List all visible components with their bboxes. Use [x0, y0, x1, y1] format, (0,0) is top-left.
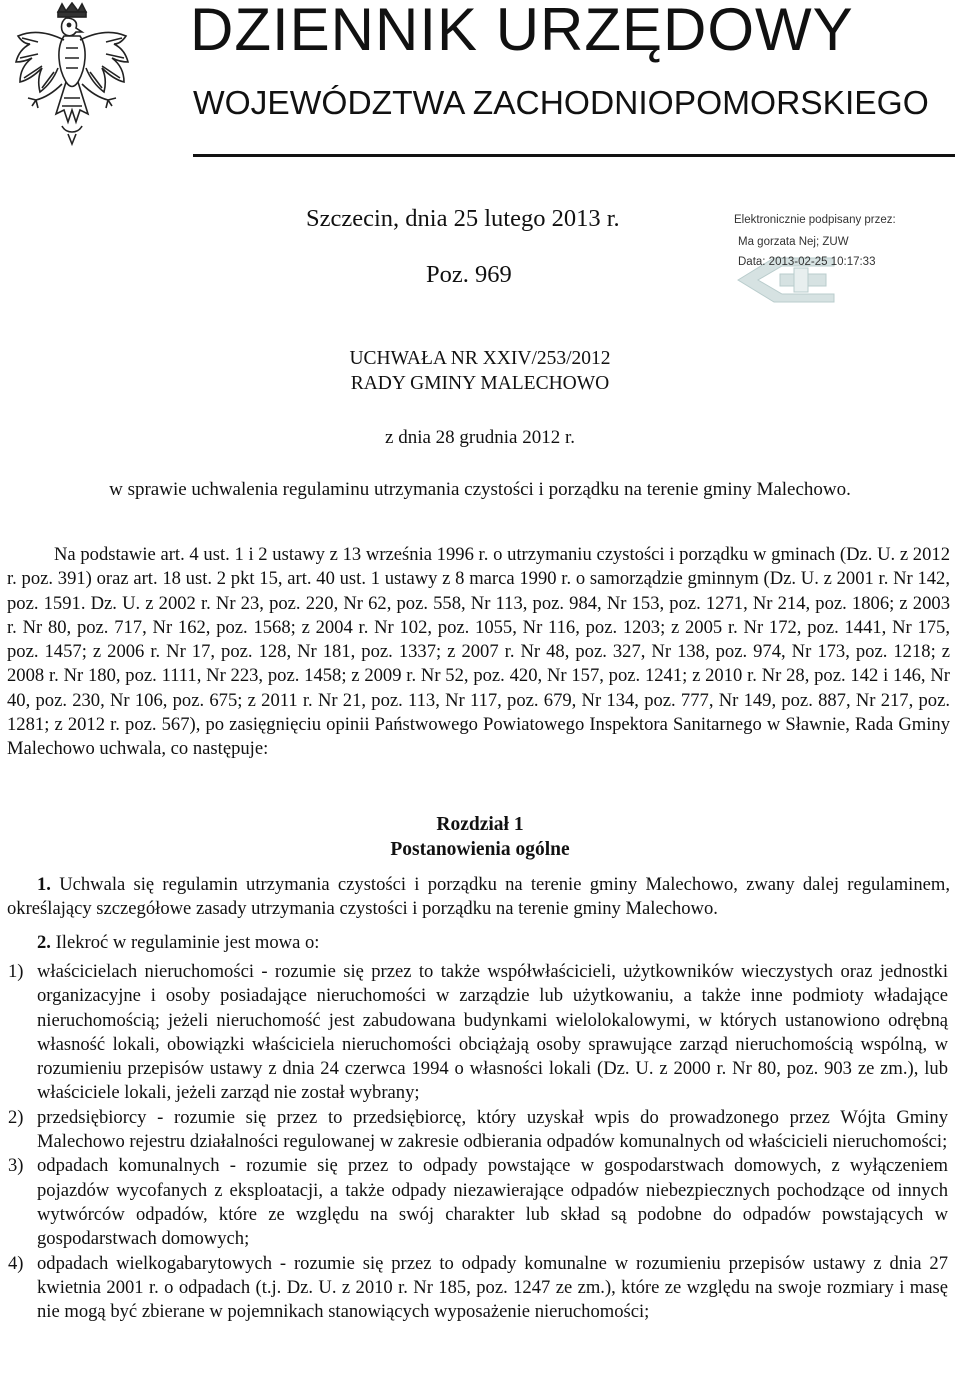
section-number: 1. [37, 874, 51, 895]
definition-text: odpadach wielkogabarytowych - rozumie się przez to odpady komunalne w rozumieniu przepisów ustawy z dnia 27 kwietnia 2001 r. o odpadach (t.j. Dz. U. z 2010 r. Nr 185, poz. 1247 ze zm.), które ze względu na swoje rozmiary i masę nie mogą być zbierane w pojemnikach stanowiących wyposażenie nieruchomości; [37, 1252, 948, 1323]
resolution-subject: w sprawie uchwalenia regulaminu utrzymania czystości i porządku na terenie gminy Malechowo. [109, 479, 851, 500]
definition-item [8, 1252, 948, 1325]
polish-eagle-emblem-icon [8, 2, 136, 150]
resolution-council: RADY GMINY MALECHOWO [350, 373, 610, 394]
definition-item [8, 1106, 948, 1155]
definition-item [8, 1154, 948, 1251]
definition-text: właścicielach nieruchomości - rozumie się przez to także współwłaścicieli, użytkowników wieczystych oraz jednostki organizacyjne i osoby posiadające nieruchomości w zarządzie lub użytkowaniu, a także inne podmioty władające nieruchomością; jeżeli nieruchomość jest zabudowana budynkami wielolokalowymi, w których ustanowiono odrębną własność lokali, obowiązki właściciela nieruchomości obciążają osoby sprawujące zarząd nieruchomością wspólną, w rozumieniu przepisów ustawy z dnia 24 czerwca 1994 o własności lokali (Dz. U. z 2000 r. Nr 80, poz. 903 ze zm.), lub właściciele lokali, jeżeli zarząd nie został wybrany; [37, 961, 948, 1104]
definition-text: odpadach komunalnych - rozumie się przez to odpady powstające w gospodarstwach domowych, z wyłączeniem pojazdów wycofanych z eksploatacji, a także odpady niezawierające odpadów niebezpiecznych pochodzące od innych wytwórców odpadów, które ze względu na swój charakter lub skład są podobne do odpadów powstających w gospodarstwach domowych; [37, 1155, 948, 1250]
preamble-text: Na podstawie art. 4 ust. 1 i 2 ustawy z 13 września 1996 r. o utrzymaniu czystości i porządku w gminach (Dz. U. z 2012 r. poz. 391) oraz art. 18 ust. 2 pkt 15, art. 40 ust. 1 ustawy z 8 marca 1990 r. o samorządzie gminnym (Dz. U. z 2001 r. Nr 142, poz. 1591. Dz. U. z 2002 r. Nr 23, poz. 220, Nr 62, poz. 558, Nr 113, poz. 984, Nr 153, poz. 1271, Nr 214, poz. 1806; z 2003 r. Nr 80, poz. 717, Nr 162, poz. 1568; z 2004 r. Nr 102, poz. 1055, Nr 116, poz. 1203; z 2005 r. Nr 172, poz. 1441, Nr 175, poz. 1457; z 2006 r. Nr 17, poz. 128, Nr 181, poz. 1337; z 2007 r. Nr 48, poz. 327, Nr 138, poz. 974, Nr 173, poz. 1218; z 2008 r. Nr 180, poz. 1111, Nr 223, poz. 1458; z 2009 r. Nr 52, poz. 420, Nr 157, poz. 1241; z 2010 r. Nr 28, poz. 142 i 146, Nr 40, poz. 230, Nr 106, poz. 675; z 2011 r. Nr 21, poz. 113, Nr 117, poz. 679, Nr 134, poz. 777, Nr 149, poz. 887, Nr 217, poz. 1281; z 2012 r. poz. 567), po zasięgnięciu opinii Państwowego Powiatowego Inspektora Sanitarnego w Sławnie, Rada Gminy Malechowo uchwala, co następuje: [7, 544, 950, 760]
definition-number: 3) [8, 1155, 24, 1177]
electronic-signature [732, 214, 952, 304]
resolution-date: z dnia 28 grudnia 2012 r. [385, 427, 575, 448]
place-date: Szczecin, dnia 25 lutego 2013 r. [306, 205, 620, 232]
chapter-title: Rozdział 1 [436, 814, 524, 835]
section-text: Uchwala się regulamin utrzymania czystości i porządku na terenie gminy Malechowo, zwany dalej regulaminem, określający szczegółowe zasady utrzymania czystości i porządku na terenie gminy Malechowo. [7, 874, 950, 920]
masthead-divider [193, 154, 955, 157]
definition-item [8, 960, 948, 1106]
signature-label: Elektronicznie podpisany przez: [734, 214, 896, 226]
definitions-list [8, 960, 948, 1324]
definition-text: przedsiębiorcy - rozumie się przez to przedsiębiorcę, który uzyskał wpis do prowadzonego przez Wójta Gminy Malechowo rejestru działalności regulowanej w zakresie odbierania odpadów komunalnych od właścicieli nieruchomości; [37, 1106, 948, 1153]
signature-date: Data: 2013-02-25 10:17:33 [738, 256, 876, 268]
position-number: Poz. 969 [426, 261, 512, 288]
gazette-subtitle: WOJEWÓDZTWA ZACHODNIOPOMORSKIEGO [193, 85, 929, 122]
section-text: Ilekroć w regulaminie jest mowa o: [55, 932, 320, 953]
definition-number: 2) [8, 1106, 24, 1128]
section-number: 2. [37, 932, 51, 953]
chapter-name: Postanowienia ogólne [390, 839, 570, 860]
preamble [7, 543, 950, 762]
section-1 [7, 873, 950, 922]
resolution-title: UCHWAŁA NR XXIV/253/2012 [349, 348, 611, 369]
definition-number: 4) [8, 1252, 24, 1274]
definition-number: 1) [8, 961, 24, 982]
section-2 [7, 931, 950, 955]
signature-signer: Ma gorzata Nej; ZUW [738, 236, 849, 248]
gazette-title: DZIENNIK URZĘDOWY [190, 0, 854, 63]
